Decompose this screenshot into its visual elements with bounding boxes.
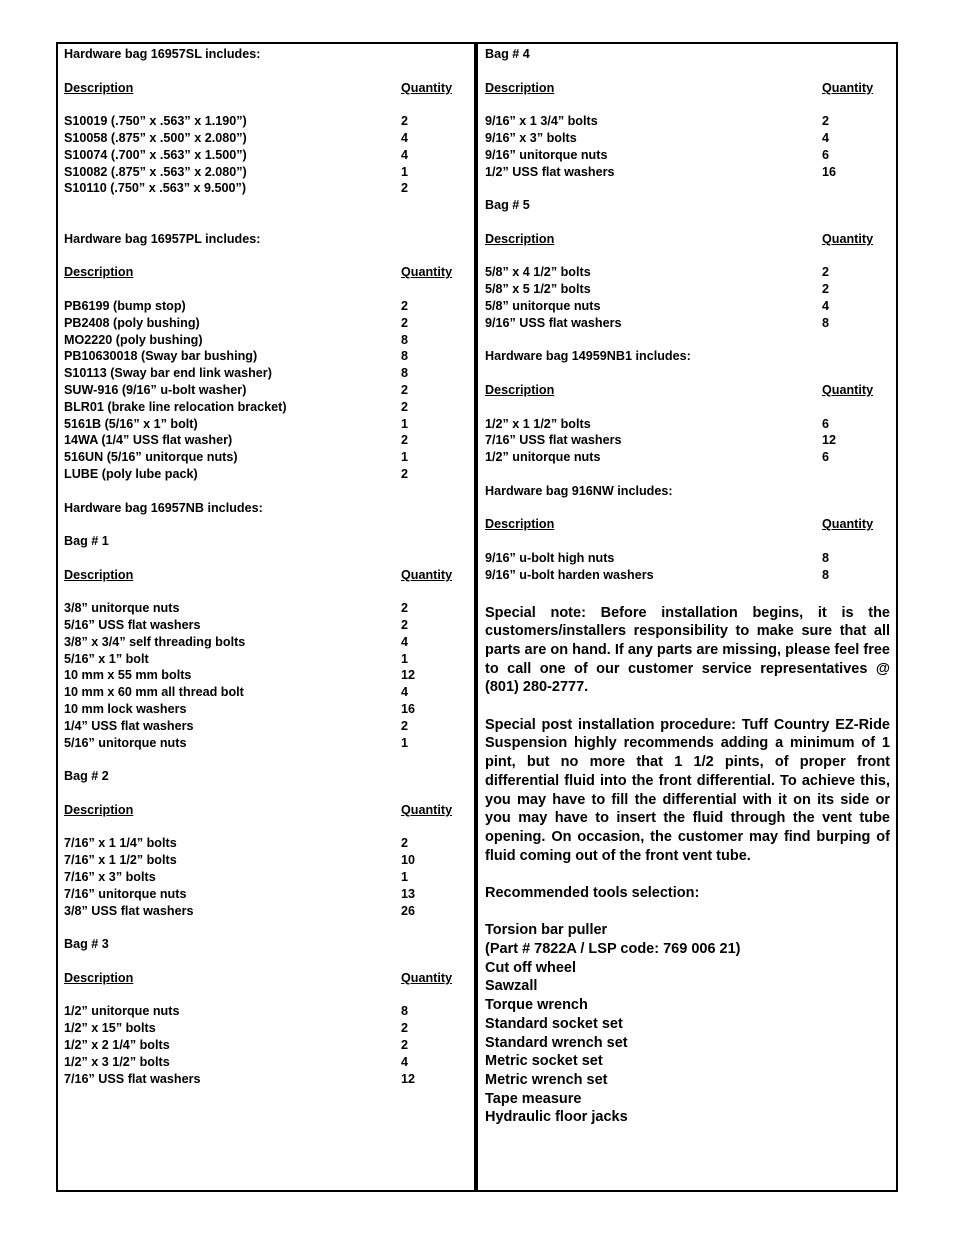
item-quantity: 8 [822, 567, 830, 582]
quantity-header: Quantity [401, 567, 453, 582]
list-item [485, 130, 890, 147]
list-item [64, 332, 458, 349]
list-item [64, 852, 458, 869]
item-quantity: 2 [401, 718, 409, 733]
item-description: MO2220 (poly bushing) [64, 332, 203, 347]
item-list-bag4 [485, 113, 890, 180]
item-quantity: 4 [401, 130, 409, 145]
item-description: 14WA (1/4” USS flat washer) [64, 433, 233, 448]
description-header: Description [64, 802, 134, 817]
column-header-row [64, 970, 458, 987]
item-quantity: 2 [401, 433, 409, 448]
list-item [64, 1054, 458, 1071]
list-item [64, 701, 458, 718]
section-title: Hardware bag 16957NB includes: [64, 500, 263, 515]
item-description: S10110 (.750” x .563” x 9.500”) [64, 181, 247, 196]
item-quantity: 8 [401, 349, 409, 364]
bag-title: Bag # 2 [64, 769, 109, 784]
tool-item: Tape measure [485, 1090, 582, 1107]
list-item [64, 869, 458, 886]
list-item [64, 164, 458, 181]
right-column [485, 46, 890, 1126]
list-item [64, 382, 458, 399]
list-item [485, 315, 890, 332]
column-header-row [485, 231, 890, 248]
tool-item: Standard socket set [485, 1015, 623, 1032]
list-item [64, 348, 458, 365]
left-column [64, 46, 458, 1087]
item-quantity: 1 [401, 450, 409, 465]
list-item [64, 432, 458, 449]
list-item [485, 449, 890, 466]
tool-item: Metric socket set [485, 1053, 603, 1070]
item-quantity: 2 [401, 466, 409, 481]
item-quantity: 2 [401, 618, 409, 633]
list-item [64, 466, 458, 483]
description-header: Description [485, 231, 555, 246]
description-header: Description [64, 265, 134, 280]
item-description: 9/16” u-bolt high nuts [485, 550, 615, 565]
item-quantity: 12 [401, 1071, 416, 1086]
item-quantity: 16 [401, 702, 416, 717]
description-header: Description [64, 567, 134, 582]
list-item [64, 416, 458, 433]
bag-title: Bag # 4 [485, 47, 530, 61]
special-note: Special note: Before installation begins, it is the customers/installers responsibility to make sure that all parts are on hand. If any parts are missing, please feel free to call one of our customer service representatives @ (801) 280-2777. [485, 604, 890, 696]
quantity-header: Quantity [401, 80, 453, 95]
item-list-bag1 [64, 600, 458, 751]
item-description: 5/16” USS flat washers [64, 618, 201, 633]
item-description: 7/16” USS flat washers [485, 433, 622, 448]
tool-item: Torque wrench [485, 997, 588, 1014]
item-description: 3/8” USS flat washers [64, 903, 194, 918]
section-title: Hardware bag 16957PL includes: [64, 231, 261, 246]
item-description: 516UN (5/16” unitorque nuts) [64, 450, 238, 465]
item-description: 9/16” USS flat washers [485, 315, 622, 330]
list-item [485, 264, 890, 281]
item-quantity: 26 [401, 903, 416, 918]
section-title: Hardware bag 14959NB1 includes: [485, 349, 691, 364]
item-list-16957sl [64, 113, 458, 197]
item-quantity: 8 [822, 550, 830, 565]
item-quantity: 2 [401, 382, 409, 397]
tool-item: Hydraulic floor jacks [485, 1109, 628, 1126]
item-description: 7/16” x 1 1/2” bolts [64, 853, 177, 868]
item-description: 5161B (5/16” x 1” bolt) [64, 416, 198, 431]
item-quantity: 2 [401, 114, 409, 129]
description-header: Description [485, 80, 555, 95]
item-description: 7/16” unitorque nuts [64, 886, 187, 901]
item-description: 1/2” x 3 1/2” bolts [64, 1054, 170, 1069]
item-quantity: 12 [822, 433, 837, 448]
item-quantity: 8 [401, 366, 409, 381]
item-list-bag2 [64, 835, 458, 919]
list-item [485, 416, 890, 433]
section-title: Hardware bag 916NW includes: [485, 483, 673, 498]
item-description: 9/16” x 1 3/4” bolts [485, 114, 598, 129]
item-quantity: 2 [822, 265, 830, 280]
item-quantity: 8 [401, 332, 409, 347]
item-quantity: 2 [401, 399, 409, 414]
item-quantity: 12 [401, 668, 416, 683]
bag-title: Bag # 1 [64, 534, 109, 549]
item-list-bag5 [485, 264, 890, 331]
tools-list [485, 921, 890, 1126]
item-description: 1/2” unitorque nuts [64, 1004, 180, 1019]
item-quantity: 16 [822, 164, 837, 179]
item-quantity: 2 [822, 114, 830, 129]
quantity-header: Quantity [401, 970, 453, 985]
list-item [64, 886, 458, 903]
list-item [64, 651, 458, 668]
item-description: 10 mm x 60 mm all thread bolt [64, 685, 244, 700]
item-quantity: 4 [822, 130, 830, 145]
bag-title: Bag # 3 [64, 937, 109, 952]
quantity-header: Quantity [401, 265, 453, 280]
item-description: 9/16” x 3” bolts [485, 130, 577, 145]
tool-item: Metric wrench set [485, 1071, 608, 1088]
quantity-header: Quantity [822, 80, 874, 95]
column-header-row [485, 516, 890, 533]
list-item [64, 735, 458, 752]
item-description: S10082 (.875” x .563” x 2.080”) [64, 164, 247, 179]
list-item [64, 1037, 458, 1054]
item-quantity: 4 [401, 685, 409, 700]
item-description: 9/16” unitorque nuts [485, 147, 608, 162]
quantity-header: Quantity [822, 517, 874, 532]
item-quantity: 2 [401, 836, 409, 851]
item-quantity: 6 [822, 450, 830, 465]
item-quantity: 1 [401, 651, 409, 666]
item-description: S10058 (.875” x .500” x 2.080”) [64, 130, 247, 145]
item-quantity: 1 [401, 870, 409, 885]
list-item [64, 1020, 458, 1037]
list-item [485, 567, 890, 584]
item-description: 3/8” x 3/4” self threading bolts [64, 634, 246, 649]
list-item [485, 550, 890, 567]
item-description: 5/8” x 4 1/2” bolts [485, 265, 591, 280]
tool-item: Sawzall [485, 978, 538, 995]
item-description: PB10630018 (Sway bar bushing) [64, 349, 258, 364]
list-item [64, 667, 458, 684]
item-quantity: 1 [401, 735, 409, 750]
quantity-header: Quantity [822, 231, 874, 246]
tool-item: Cut off wheel [485, 959, 577, 976]
description-header: Description [485, 517, 555, 532]
item-quantity: 4 [401, 634, 409, 649]
item-description: 7/16” x 3” bolts [64, 870, 156, 885]
item-quantity: 2 [401, 298, 409, 313]
item-quantity: 13 [401, 886, 416, 901]
item-description: 9/16” u-bolt harden washers [485, 567, 654, 582]
item-description: 7/16” x 1 1/4” bolts [64, 836, 177, 851]
list-item [64, 903, 458, 920]
list-item [64, 718, 458, 735]
list-item [64, 449, 458, 466]
item-quantity: 2 [401, 315, 409, 330]
tools-title: Recommended tools selection: [485, 885, 700, 902]
column-header-row [485, 382, 890, 399]
item-quantity: 1 [401, 164, 409, 179]
item-quantity: 4 [822, 298, 830, 313]
list-item [64, 113, 458, 130]
list-item [485, 298, 890, 315]
item-description: 1/2” x 2 1/4” bolts [64, 1038, 170, 1053]
list-item [64, 315, 458, 332]
item-description: 10 mm x 55 mm bolts [64, 668, 192, 683]
item-description: SUW-916 (9/16” u-bolt washer) [64, 382, 247, 397]
item-description: 1/4” USS flat washers [64, 718, 194, 733]
quantity-header: Quantity [401, 802, 453, 817]
list-item [64, 365, 458, 382]
list-item [64, 835, 458, 852]
item-description: 3/8” unitorque nuts [64, 601, 180, 616]
list-item [485, 113, 890, 130]
item-list-916nw [485, 550, 890, 584]
column-header-row [485, 80, 890, 97]
item-description: S10019 (.750” x .563” x 1.190”) [64, 114, 247, 129]
column-header-row [64, 802, 458, 819]
item-description: LUBE (poly lube pack) [64, 466, 198, 481]
item-description: 7/16” USS flat washers [64, 1071, 201, 1086]
list-item [64, 634, 458, 651]
item-description: 5/8” unitorque nuts [485, 298, 601, 313]
item-quantity: 4 [401, 1054, 409, 1069]
description-header: Description [64, 80, 134, 95]
list-item [64, 684, 458, 701]
list-item [64, 1003, 458, 1020]
quantity-header: Quantity [822, 382, 874, 397]
item-quantity: 8 [822, 315, 830, 330]
item-quantity: 2 [401, 181, 409, 196]
item-quantity: 10 [401, 853, 416, 868]
list-item [64, 298, 458, 315]
item-description: 5/8” x 5 1/2” bolts [485, 282, 591, 297]
item-description: PB2408 (poly bushing) [64, 315, 200, 330]
list-item [485, 281, 890, 298]
tool-item: (Part # 7822A / LSP code: 769 006 21) [485, 941, 741, 958]
item-quantity: 2 [401, 601, 409, 616]
item-description: 5/16” unitorque nuts [64, 735, 187, 750]
item-description: 10 mm lock washers [64, 702, 187, 717]
item-quantity: 8 [401, 1004, 409, 1019]
column-header-row [64, 567, 458, 584]
description-header: Description [485, 382, 555, 397]
item-description: 1/2” USS flat washers [485, 164, 615, 179]
item-list-16957pl [64, 298, 458, 483]
column-divider [474, 42, 478, 1192]
item-description: 1/2” x 1 1/2” bolts [485, 416, 591, 431]
item-quantity: 6 [822, 416, 830, 431]
item-quantity: 4 [401, 147, 409, 162]
item-quantity: 2 [401, 1038, 409, 1053]
list-item [485, 147, 890, 164]
item-description: 1/2” unitorque nuts [485, 450, 601, 465]
item-quantity: 1 [401, 416, 409, 431]
item-description: 1/2” x 15” bolts [64, 1021, 156, 1036]
list-item [64, 130, 458, 147]
item-description: S10113 (Sway bar end link washer) [64, 366, 272, 381]
list-item [64, 147, 458, 164]
list-item [64, 399, 458, 416]
tool-item: Torsion bar puller [485, 922, 608, 939]
list-item [64, 617, 458, 634]
item-description: S10074 (.700” x .563” x 1.500”) [64, 147, 247, 162]
list-item [64, 180, 458, 197]
item-description: BLR01 (brake line relocation bracket) [64, 399, 287, 414]
column-header-row [64, 80, 458, 97]
list-item [64, 600, 458, 617]
item-description: 5/16” x 1” bolt [64, 651, 149, 666]
item-quantity: 2 [822, 282, 830, 297]
list-item [485, 432, 890, 449]
bag-title: Bag # 5 [485, 198, 530, 213]
tool-item: Standard wrench set [485, 1034, 628, 1051]
item-list-bag3 [64, 1003, 458, 1087]
description-header: Description [64, 970, 134, 985]
column-header-row [64, 264, 458, 281]
item-list-14959nb1 [485, 416, 890, 466]
item-quantity: 6 [822, 147, 830, 162]
section-title: Hardware bag 16957SL includes: [64, 47, 261, 61]
item-description: PB6199 (bump stop) [64, 298, 186, 313]
item-quantity: 2 [401, 1021, 409, 1036]
list-item [64, 1071, 458, 1088]
post-installation-note: Special post installation procedure: Tuff Country EZ-Ride Suspension highly recommends adding a minimum of 1 pint, but no more that 1 1/2 pints, of proper front differential fluid into the front differential. To achieve this, you may have to fill the differential with it on its side or you may have to insert the fluid through the vent tube opening. On occasion, the customer may find burping of fluid coming out of the front vent tube. [485, 716, 890, 864]
list-item [485, 164, 890, 181]
